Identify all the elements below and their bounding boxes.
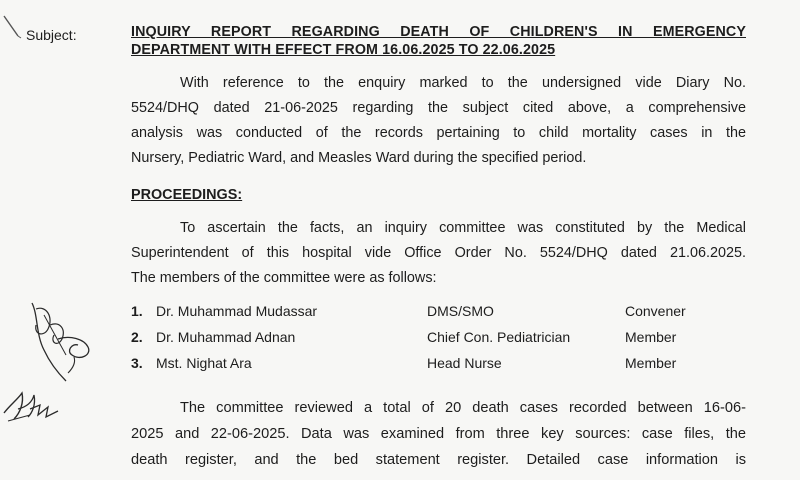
member-number: 3. (131, 355, 143, 371)
subject-title (131, 23, 746, 59)
member-role: Convener (625, 303, 686, 319)
member-name: Dr. Muhammad Mudassar (156, 303, 318, 319)
signature-initials-upper (14, 295, 98, 387)
member-designation: Head Nurse (427, 355, 502, 371)
member-number: 1. (131, 303, 143, 319)
committee-member-row (131, 329, 751, 355)
signature-lower (0, 385, 70, 430)
pen-mark (0, 10, 30, 40)
intro-line: 5524/DHQ dated 21-06-2025 regarding the subject cited above, a comprehensive (131, 100, 746, 116)
intro-line: Nursery, Pediatric Ward, and Measles Ward during the specified period. (131, 150, 587, 166)
intro-paragraph (131, 71, 746, 171)
member-designation: Chief Con. Pediatrician (427, 329, 571, 345)
review-line: 2025 and 22-06-2025. Data was examined from three key sources: case files, the (131, 426, 746, 442)
committee-member-row (131, 303, 751, 329)
proceedings-line: The members of the committee were as follows: (131, 270, 437, 286)
review-paragraph (131, 395, 746, 473)
member-name: Mst. Nighat Ara (156, 355, 252, 371)
member-role: Member (625, 355, 677, 371)
proceedings-paragraph (131, 216, 746, 291)
proceedings-heading: PROCEEDINGS: (131, 187, 243, 203)
proceedings-line: To ascertain the facts, an inquiry committee was constituted by the Medical (180, 220, 746, 236)
member-number: 2. (131, 329, 143, 345)
member-designation: DMS/SMO (427, 303, 494, 319)
committee-member-row (131, 355, 751, 381)
subject-line-2: DEPARTMENT WITH EFFECT FROM 16.06.2025 TO 22.06.2025 (131, 42, 556, 58)
subject-line-1: INQUIRY REPORT REGARDING DEATH OF CHILDREN'S IN EMERGENCY (131, 24, 746, 40)
member-name: Dr. Muhammad Adnan (156, 329, 296, 345)
intro-line: With reference to the enquiry marked to the undersigned vide Diary No. (180, 75, 746, 91)
committee-list (131, 303, 751, 381)
subject-label: Subject: (26, 27, 77, 43)
review-line: The committee reviewed a total of 20 death cases recorded between 16-06- (180, 400, 746, 416)
intro-line: analysis was conducted of the records pertaining to child mortality cases in the (131, 125, 746, 141)
proceedings-line: Superintendent of this hospital vide Office Order No. 5524/DHQ dated 21.06.2025. (131, 245, 746, 261)
review-line: death register, and the bed statement register. Detailed case information is (131, 452, 746, 468)
member-role: Member (625, 329, 677, 345)
